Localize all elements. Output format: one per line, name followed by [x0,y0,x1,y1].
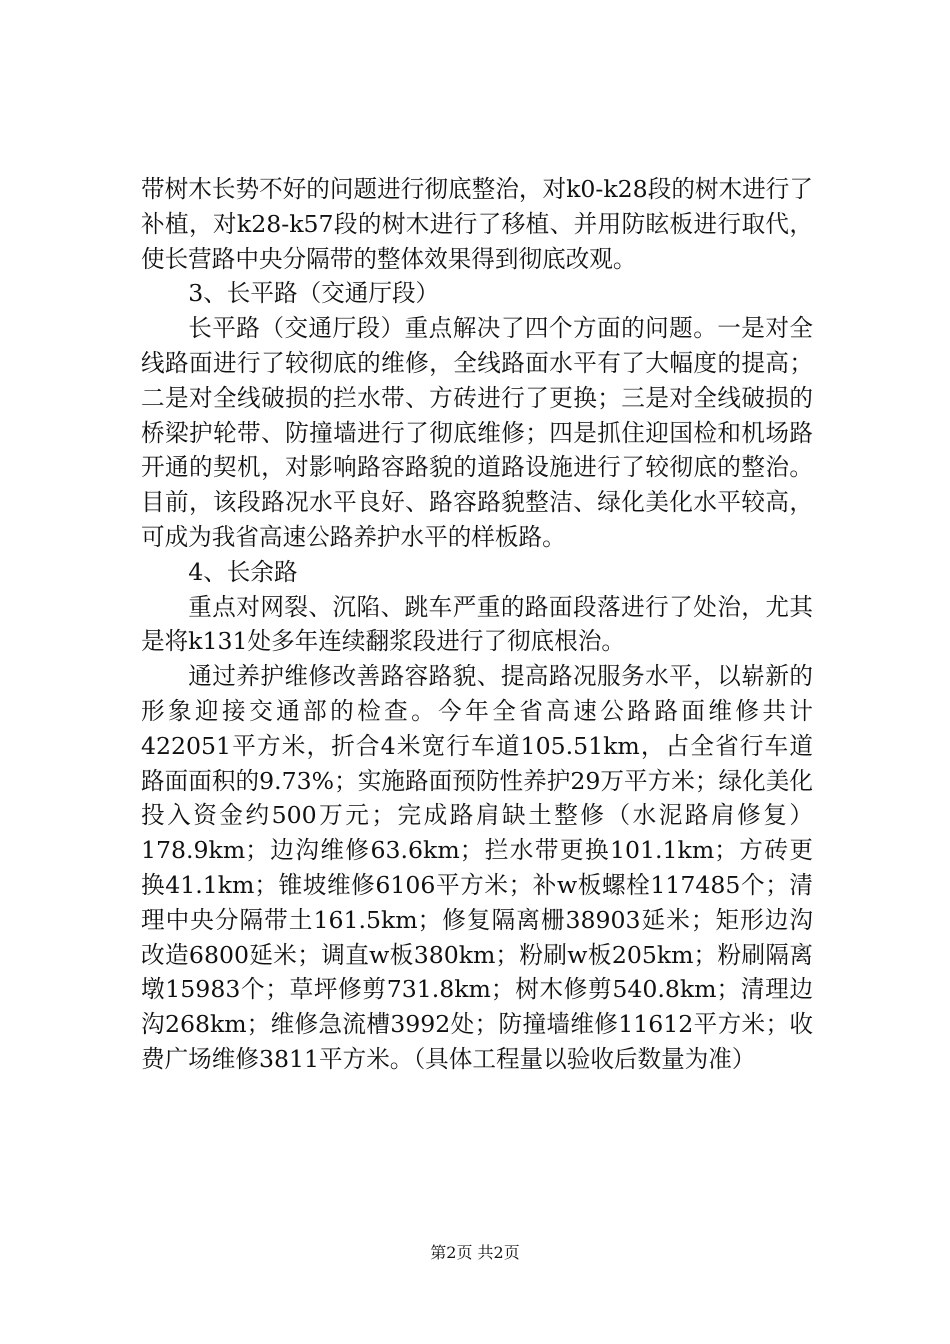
document-body [141,172,813,1077]
paragraph-changyu-road: 重点对网裂、沉陷、跳车严重的路面段落进行了处治，尤其是将k131处多年连续翻浆段进行了彻底根治。 [141,592,813,656]
page-number-footer: 第2页 共2页 [430,1243,520,1262]
heading-changping-road: 3、长平路（交通厅段） [188,279,440,308]
paragraph-changping-road: 长平路（交通厅段）重点解决了四个方面的问题。一是对全线路面进行了较彻底的维修，全线路面水平有了大幅度的提高；二是对全线破损的拦水带、方砖进行了更换；三是对全线破损的桥梁护轮带、防撞墙进行了彻底维修；四是抓住迎国检和机场路开通的契机，对影响路容路貌的道路设施进行了较彻底的整治。目前，该段路况水平良好、路容路貌整洁、绿化美化水平较高，可成为我省高速公路养护水平的样板路。 [141,314,813,551]
paragraph-maintenance-summary: 通过养护维修改善路容路貌、提高路况服务水平，以崭新的形象迎接交通部的检查。今年全省高速公路路面维修共计422051平方米，折合4米宽行车道105.51km，占全省行车道路面面积的9.73%；实施路面预防性养护29万平方米；绿化美化投入资金约500万元；完成路肩缺土整修（水泥路肩修复）178.9km；边沟维修63.6km；拦水带更换101.1km；方砖更换41.1km；锥坡维修6106平方米；补w板螺栓117485个；清理中央分隔带土161.5km；修复隔离栅38903延米；矩形边沟改造6800延米；调直w板380km；粉刷w板205km；粉刷隔离墩15983个；草坪修剪731.8km；树木修剪540.8km；清理边沟268km；维修急流槽3992处；防撞墙维修11612平方米；收费广场维修3811平方米。（具体工程量以验收后数量为准） [141,662,813,1073]
paragraph-tree-rectification: 带树木长势不好的问题进行彻底整治，对k0-k28段的树木进行了补植，对k28-k57段的树木进行了移植、并用防眩板进行取代，使长营路中央分隔带的整体效果得到彻底改观。 [141,175,813,273]
heading-changyu-road: 4、长余路 [188,557,298,586]
